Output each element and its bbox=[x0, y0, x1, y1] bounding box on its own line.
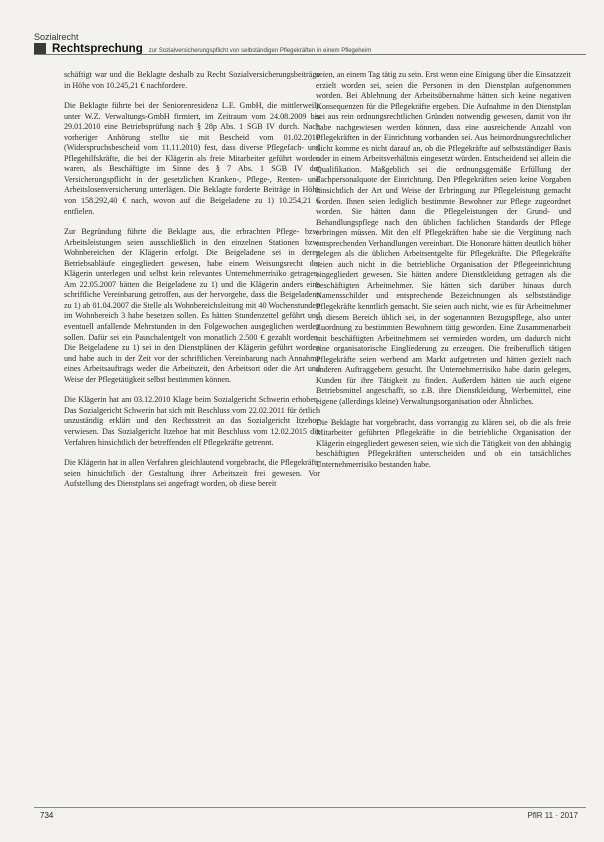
page-number: 734 bbox=[40, 811, 54, 820]
header-divider bbox=[34, 54, 586, 55]
right-column bbox=[316, 70, 571, 480]
footer-divider bbox=[34, 807, 586, 808]
header-subtitle: zur Sozialversicherungspflicht von selbständigen Pflegekräften in einem Pflegeheim bbox=[148, 48, 372, 54]
paragraph: seien, an einem Tag tätig zu sein. Erst wenn eine Einigung über die Einsatzzeit erzielt worden sei, seien die Personen in den Dienstplan aufgenommen worden. Bei Ablehnung der Arbeitsübernahme hätten sich keine negativen Konsequenzen für die Pflegekräfte ergeben. Die Aufnahme in den Dienstplan sei aus rein ordnungsrechtlichen Gründen notwendig gewesen, damit von ihr habe nachgewiesen werden können, dass eine ausreichende Anzahl von Pflegekräften in der Einrichtung vorhanden sei. Aus heimordnungsrechtlicher Sicht komme es nicht darauf an, ob die Pflegekräfte auf selbstständiger Basis oder in einem Arbeitsverhältnis eingesetzt würden. Entscheidend sei allein die Qualifikation. Maßgeblich sei die ordnungsgemäße Erfüllung der Fachpersonalquote der Einrichtung. Den Pflegekräften seien keine Vorgaben hinsichtlich der Art und Weise der Erbringung zur Pflegeleistung gemacht worden. Ihnen seien lediglich bestimmte Bewohner zur Pflege zugeordnet worden. Sie hätten dann die Pflegeleistungen der Grund- und Behandlungspflege nach den üblichen fachlichen Standards der Pflege erbringen müssen. Mit den elf Pflegekräften habe sie die Vergütung nach entsprechenden Verhandlungen vereinbart. Die Honorare hätten deutlich höher gelegen als die üblichen Arbeitsentgelte für Pflegekräfte. Die Pflegekräfte seien auch nicht in die betriebliche Organisation der Pflegeeinrichtung eingegliedert gewesen. Sie hätten andere Dienstkleidung getragen als die beschäftigten Arbeitnehmer. Sie hätten sich darüber hinaus durch Namensschilder und entsprechende Bezeichnungen als selbstständige Pflegekräfte kenntlich gemacht. Sie seien auch nicht, wie es für Arbeitnehmer in diesem Bereich üblich sei, in der sogenannten Bezugspflege, also unter Zuordnung zu bestimmten Bewohnern tätig geworden. Eine Zusammenarbeit mit beschäftigten Arbeitnehmern sei vermieden worden, um dadurch nicht eine organisatorische Eingliederung zu erzeugen. Die freiberuflich tätigen Pflegekräfte seien werbend am Markt aufgetreten und hätten gezielt nach anderen Auftraggebern gesucht. Ihr Unternehmerrisiko habe darin gelegen, Kunden für ihre Tätigkeit zu finden. Außerdem hätten sie auch eigene Betriebsmittel angeschafft, so z.B. ihre Dienstkleidung, Werbemittel, eine eigene (allerdings kleine) Verwaltungsorganisation oder Ähnliches. bbox=[316, 70, 571, 406]
journal-reference: PflR 11 · 2017 bbox=[527, 811, 578, 820]
paragraph: Die Beklagte hat vorgebracht, dass vorrangig zu klären sei, ob die als freie Mitarbeiter geführten Pflegekräfte in die betriebliche Organisation der Klägerin eingegliedert gewesen seien, wie sich die Tätigkeit von den abhängig beschäftigten Pflegekräften unterscheiden und ob ein tatsächliches Unternehmerrisiko bestanden habe. bbox=[316, 417, 571, 469]
paragraph: Zur Begründung führte die Beklagte aus, die erbrachten Pflege- bzw. Arbeitsleistungen seien ausschließlich in den einzelnen Stationen bzw. Wohnbereichen der Klägerin erfolgt. Die Beigeladene sei in deren Betriebsabläufe eingegliedert gewesen, habe einem Weisungsrecht der Klägerin unterlegen und selbst kein relevantes Unternehmerrisiko getragen. Am 22.05.2007 hätten die Beigeladene zu 1) und die Klägerin anders eine schriftliche Vereinbarung getroffen, aus der hervorgehe, dass die Beigeladene zu 1) ab 01.04.2007 die Stelle als Wohnbereichsleitung mit 40 Wochenstunden im Wohnbereich 3 habe besetzen sollen. Es hätten Stundenzettel geführt und eventuell anfallende Mehrstunden in den Folgewochen ausgeglichen werden sollen. Dafür sei ein Pauschalentgelt von monatlich 2.500 € gezahlt worden. Die Beigeladene zu 1) sei in den Dienstplänen der Klägerin geführt worden und habe auch in der Zeit vor der schriftlichen Vereinbarung nach Annahme eines Arbeitsauftrags weder die Arbeitszeit, den Arbeitsort oder die Art und Weise der Pflegetätigkeit selbst bestimmen können. bbox=[64, 227, 320, 384]
section-tag: Sozialrecht bbox=[34, 32, 79, 42]
paragraph: Die Beklagte führte bei der Seniorenresidenz L.E. GmbH, die mittlerweile unter W.Z. Verwaltungs-GmbH firmiert, im Zeitraum vom 24.08.2009 bis 29.01.2010 eine Betriebsprüfung nach § 28p Abs. 1 SGB IV durch. Nach vorheriger Anhörung stellte sie mit Bescheid vom 01.02.2010 (Widerspruchsbescheid vom 11.11.2010) fest, dass diverse Pflegefach- und Pflegehilfskräfte, die bei der Klägerin als freie Mitarbeiter geführt worden waren, als Beschäftigte im Sinne des § 7 Abs. 1 SGB IV der Versicherungspflicht in der gesetzlichen Kranken-, Pflege-, Renten- und Arbeitslosenversicherung unterlägen. Die Beklagte forderte Beiträge in Höhe von 158.292,40 € nach, wovon auf die Beigeladene zu 1) 10.254,21 € entfielen. bbox=[64, 101, 320, 216]
paragraph: Die Klägerin hat in allen Verfahren gleichlautend vorgebracht, die Pflegekräfte seien hinsichtlich der Gestaltung ihrer Arbeitszeit frei gewesen. Vor Aufstellung des Dienstplans sei angefragt worden, ob diese bereit bbox=[64, 458, 320, 489]
header-title: Rechtsprechung bbox=[52, 43, 143, 55]
left-column bbox=[64, 70, 320, 500]
paragraph: schäftigt war und die Beklagte deshalb zu Recht Sozialversicherungsbeiträge in Höhe von 10.245,21 € nachfordere. bbox=[64, 70, 320, 90]
paragraph: Die Klägerin hat am 03.12.2010 Klage beim Sozialgericht Schwerin erhoben. Das Sozialgericht Schwerin hat sich mit Beschluss vom 22.02.2011 für örtlich unzuständig erklärt und den Rechtsstreit an das Sozialgericht Itzehoe verwiesen. Das Sozialgericht Itzehoe hat mit Beschluss vom 12.02.2015 die Verfahren hinsichtlich der betreffenden elf Pflegekräfte getrennt. bbox=[64, 395, 320, 447]
